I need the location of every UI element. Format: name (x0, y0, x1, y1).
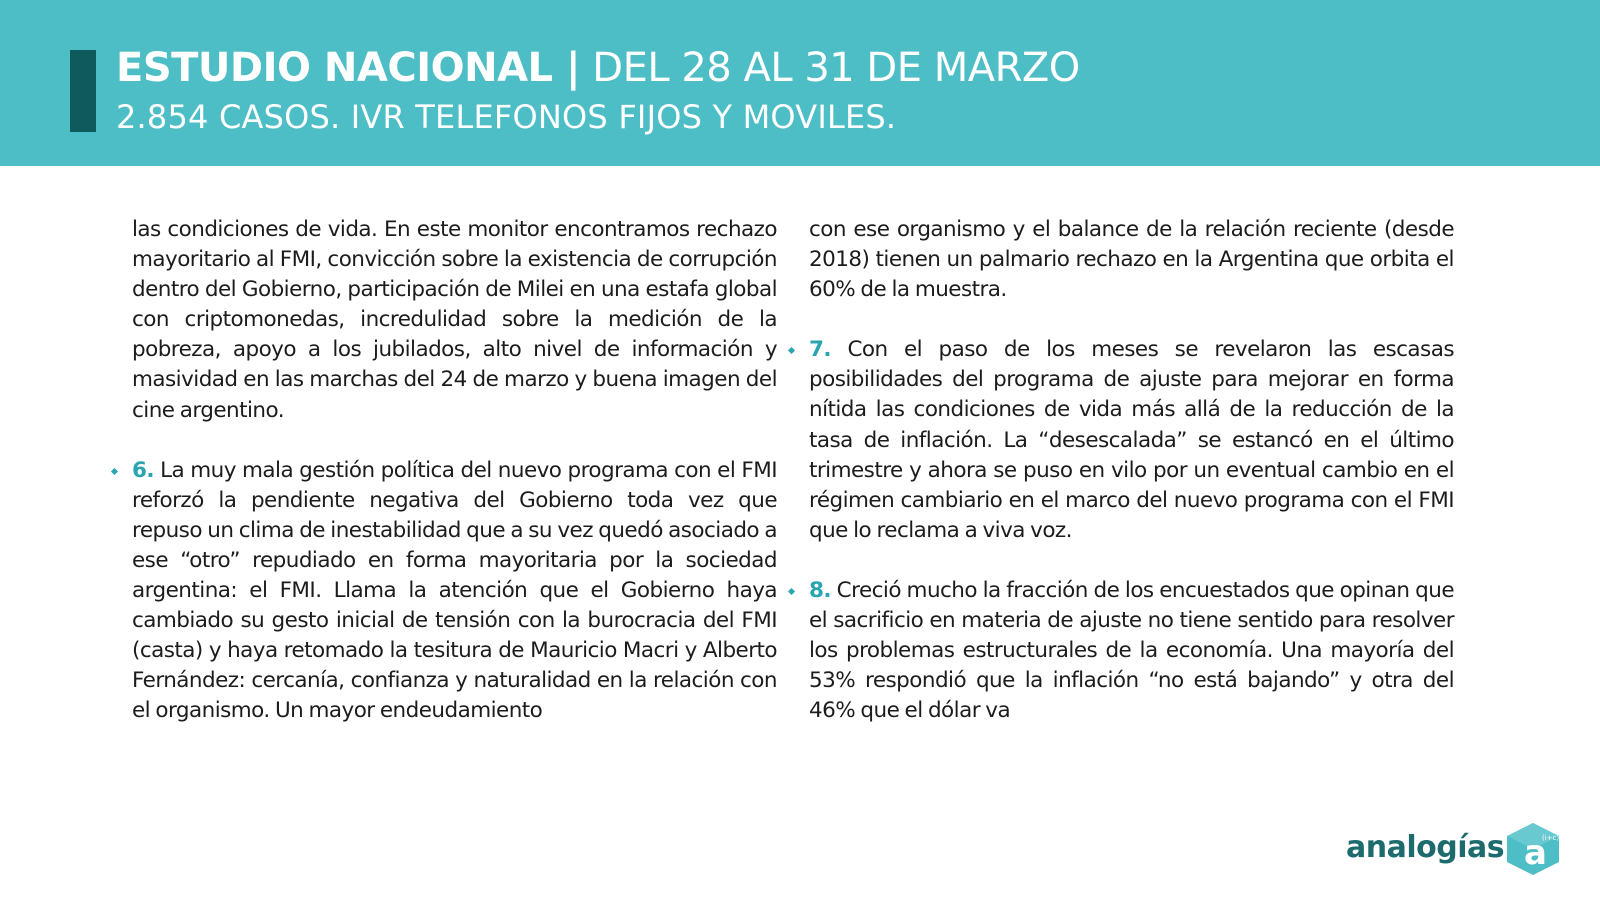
header-banner (0, 0, 1600, 166)
item-number: 6. (132, 457, 155, 483)
paragraph-item-6 (132, 456, 777, 727)
analogias-logo (1346, 820, 1566, 880)
paragraph-intro-right: con ese organismo y el balance de la relación reciente (desde 2018) tienen un palmario rechazo en la Argentina que orbita el 60% de la muestra. (809, 217, 1454, 303)
right-text-column (809, 215, 1454, 726)
logo-hexagon-icon (1504, 822, 1562, 876)
left-text-column (132, 215, 777, 727)
item-text: La muy mala gestión política del nuevo programa con el FMI reforzó la pendiente negativa del Gobierno toda vez que repuso un clima de inestabilidad que a su vez quedó asociado a ese “otro” repudiado en forma mayoritaria por la sociedad argentina: el FMI. Llama la atención que el Gobierno haya cambiado su gesto inicial de tensión con la burocracia del FMI (casta) y haya retomado la tesitura de Mauricio Macri y Alberto Fernández: cercanía, confianza y naturalidad en la relación con el organismo. Un mayor endeudamiento (132, 457, 777, 724)
header-accent-bar (70, 50, 96, 132)
item-text: Creció mucho la fracción de los encuestados que opinan que el sacrificio en materia de ajuste no tiene sentido para resolver los problemas estructurales de la economía. Una mayoría del 53% respondió que la inflación “no está bajando” y otra del 46% que el dólar va (809, 577, 1454, 724)
header-title-rest: DEL 28 AL 31 DE MARZO (580, 45, 1080, 91)
item-number: 8. (809, 577, 832, 603)
header-subtitle: 2.854 CASOS. IVR TELEFONOS FIJOS Y MOVILES. (116, 98, 897, 136)
header-title-bold: ESTUDIO NACIONAL | (116, 45, 581, 91)
paragraph-intro-left: las condiciones de vida. En este monitor encontramos rechazo mayoritario al FMI, convicción sobre la existencia de corrupción dentro del Gobierno, participación de Milei en una estafa global con criptomonedas, incredulidad sobre la medición de la pobreza, apoyo a los jubilados, alto nivel de información y masividad en las marchas del 24 de marzo y buena imagen del cine argentino. (132, 217, 777, 423)
logo-icon-letter: a (1524, 833, 1547, 873)
item-number: 7. (809, 337, 832, 363)
logo-icon-superscript: (i+c) (1542, 834, 1560, 842)
item-text: Con el paso de los meses se revelaron las escasas posibilidades del programa de ajuste para mejorar en forma nítida las condiciones de vida más allá de la reducción de la tasa de inflación. La “desescalada” se estancó en el último trimestre y ahora se puso en vilo por un eventual cambio en el régimen cambiario en el marco del nuevo programa con el FMI que lo reclama a viva voz. (809, 337, 1454, 543)
bullet-icon (788, 588, 795, 595)
bullet-icon (111, 468, 118, 475)
logo-wordmark: analogías (1346, 830, 1505, 865)
paragraph-item-8 (809, 576, 1454, 726)
bullet-icon (788, 347, 795, 354)
header-title (116, 44, 1080, 92)
paragraph-item-7 (809, 335, 1454, 546)
